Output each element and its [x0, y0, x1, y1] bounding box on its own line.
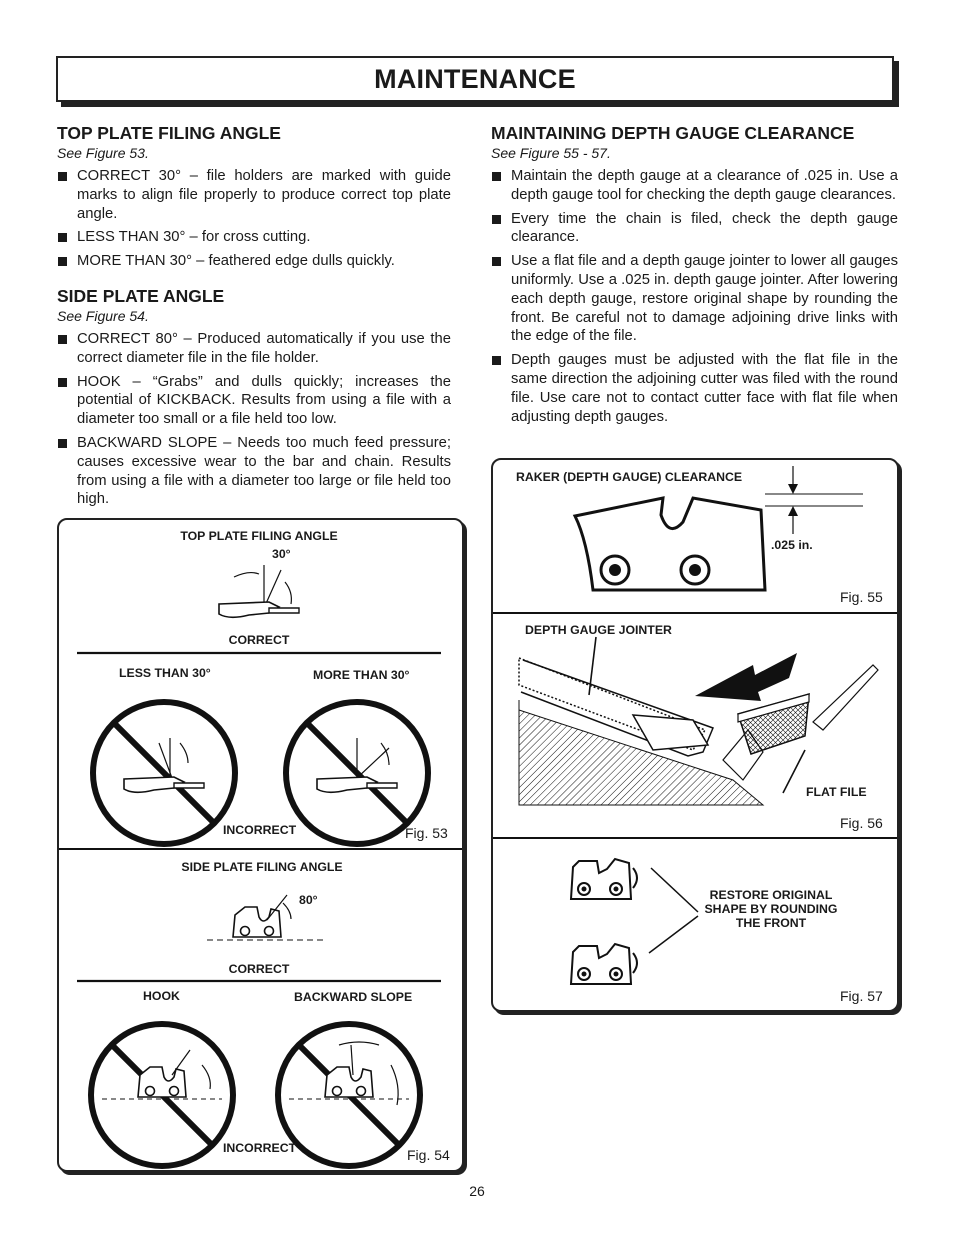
list-item: CORRECT 30° – file holders are marked with guide marks to align file properly to produce correct top plate angle. [57, 167, 451, 223]
page-title: MAINTENANCE [374, 63, 576, 94]
raker-clearance-drawing [575, 466, 863, 590]
figure-53-54-box [57, 518, 464, 1172]
fig54-number: Fig. 54 [407, 1147, 450, 1163]
list-item: Depth gauges must be adjusted with the flat file in the same direction the adjoining cutter was filed with the round file. Use care not to contact cutter face with flat file when adjusting depth gauges. [491, 351, 898, 426]
section-title-side-plate: SIDE PLATE ANGLE [57, 285, 225, 306]
less-than-30-drawing [93, 702, 235, 844]
page-title-box [56, 56, 894, 102]
fig53-title: TOP PLATE FILING ANGLE [180, 529, 338, 543]
fig54-title: SIDE PLATE FILING ANGLE [181, 860, 343, 874]
section-title-depth-gauge: MAINTAINING DEPTH GAUGE CLEARANCE [491, 123, 855, 143]
fig53-number: Fig. 53 [405, 825, 448, 841]
fig56-jointer-label: DEPTH GAUGE JOINTER [525, 623, 672, 637]
list-item: Use a flat file and a depth gauge jointer to lower all gauges uniformly. Use a .025 in. depth gauge jointer. After lowering each depth gauge, restore original shape by rounding the front. Be careful not to damage adjoining drive links with the edge of the file. [491, 252, 898, 346]
fig57-label: RESTORE ORIGINAL SHAPE BY ROUNDING THE FRONT [704, 888, 838, 930]
restore-shape-drawing [571, 859, 698, 984]
more-than-30-drawing [286, 702, 428, 844]
top-plate-list [57, 167, 451, 271]
fig54-hook: HOOK [143, 989, 180, 1003]
list-item: Every time the chain is filed, check the depth gauge clearance. [491, 210, 898, 248]
fig53-angle: 30° [272, 547, 291, 561]
fig54-backward: BACKWARD SLOPE [294, 990, 413, 1004]
section-title-top-plate: TOP PLATE FILING ANGLE [57, 123, 281, 143]
depth-gauge-list [491, 167, 898, 426]
fig56-flat-file-label: FLAT FILE [806, 785, 867, 799]
list-item: BACKWARD SLOPE – Needs too much feed pressure; causes excessive wear to the bar and chain. Results from using a file with a diameter too large or file held too high. [57, 434, 451, 509]
fig55-title: RAKER (DEPTH GAUGE) CLEARANCE [516, 470, 743, 484]
side-plate-list [57, 330, 451, 509]
list-item: MORE THAN 30° – feathered edge dulls quickly. [57, 252, 451, 271]
fig54-correct: CORRECT [228, 962, 290, 976]
figure-55-57-box [491, 458, 899, 1012]
fig53-more: MORE THAN 30° [313, 668, 410, 682]
fig53-incorrect: INCORRECT [223, 823, 297, 837]
list-item: HOOK – “Grabs” and dulls quickly; increases the potential of KICKBACK. Results from using a file with a diameter too small or a file held too low. [57, 373, 451, 429]
fig55-clearance: .025 in. [771, 538, 813, 552]
fig54-angle: 80° [299, 893, 318, 907]
fig53-correct: CORRECT [228, 633, 290, 647]
hook-drawing [91, 1024, 233, 1166]
correct-top-plate-drawing [219, 565, 299, 617]
see-figure-53: See Figure 53. [57, 145, 149, 161]
fig53-less: LESS THAN 30° [119, 666, 211, 680]
list-item: CORRECT 80° – Produced automatically if you use the correct diameter file in the file holder. [57, 330, 451, 368]
left-column [57, 122, 451, 514]
see-figure-54: See Figure 54. [57, 307, 149, 324]
fig56-number: Fig. 56 [840, 815, 883, 831]
fig57-number: Fig. 57 [840, 988, 883, 1004]
list-item: Maintain the depth gauge at a clearance of .025 in. Use a depth gauge tool for checking the depth gauge clearances. [491, 167, 898, 205]
list-item: LESS THAN 30° – for cross cutting. [57, 228, 451, 247]
page-number: 26 [469, 1183, 485, 1199]
see-figure-55-57: See Figure 55 - 57. [491, 145, 611, 161]
fig55-number: Fig. 55 [840, 589, 883, 605]
filing-angle-illustration [59, 520, 462, 1170]
jointer-drawing [519, 637, 878, 805]
right-column [491, 122, 898, 431]
backward-slope-drawing [278, 1024, 420, 1166]
fig54-incorrect: INCORRECT [223, 1141, 297, 1155]
